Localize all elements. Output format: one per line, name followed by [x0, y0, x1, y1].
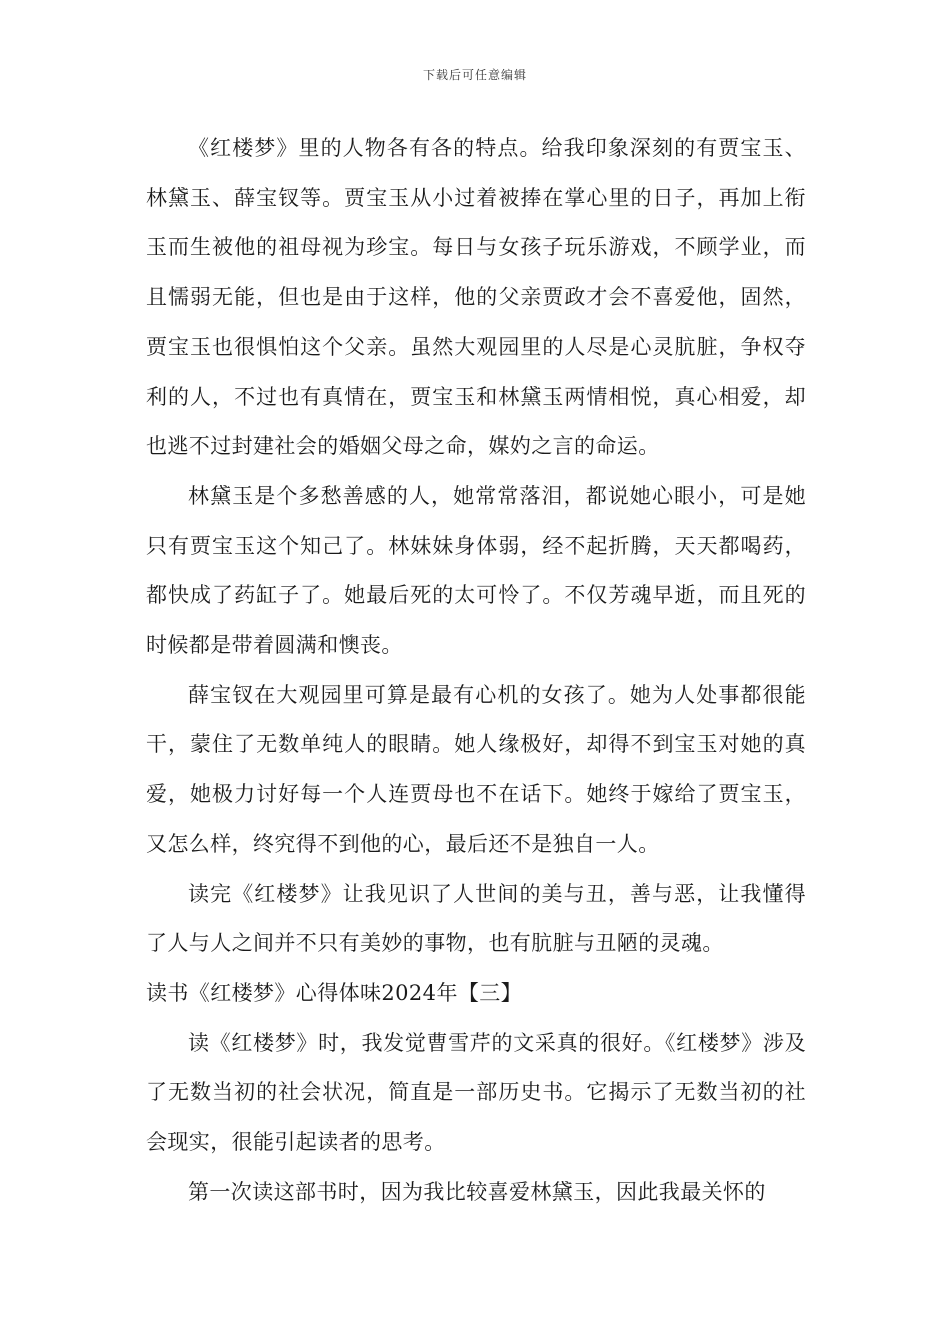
header-note: 下载后可任意编辑: [422, 68, 527, 82]
paragraph-lin-daiyu: 林黛玉是个多愁善感的人，她常常落泪，都说她心眼小，可是她只有贾宝玉这个知己了。林妹妹身体弱，经不起折腾，天天都喝药，都快成了药缸子了。她最后死的太可怜了。不仅芳魂早逝，而且死的时候都是带着圆满和懊丧。: [146, 483, 806, 658]
document-body: [146, 124, 806, 1217]
section-title: 读书《红楼梦》心得体味2024年【三】: [146, 980, 523, 1005]
paragraph-xue-baochai: 薛宝钗在大观园里可算是最有心机的女孩了。她为人处事都很能干，蒙住了无数单纯人的眼睛。她人缘极好，却得不到宝玉对她的真爱，她极力讨好每一个人连贾母也不在话下。她终于嫁给了贾宝玉，又怎么样，终究得不到他的心，最后还不是独自一人。: [146, 682, 806, 856]
paragraph-section-intro: 读《红楼梦》时，我发觉曹雪芹的文采真的很好。《红楼梦》涉及了无数当初的社会状况，简直是一部历史书。它揭示了无数当初的社会现实，很能引起读者的思考。: [146, 1030, 806, 1155]
paragraph-first-reading: 第一次读这部书时，因为我比较喜爱林黛玉，因此我最关怀的: [188, 1179, 766, 1204]
paragraph-characters-intro: 《红楼梦》里的人物各有各的特点。给我印象深刻的有贾宝玉、林黛玉、薛宝钗等。贾宝玉从小过着被捧在掌心里的日子，再加上衔玉而生被他的祖母视为珍宝。每日与女孩子玩乐游戏，不顾学业，而且懦弱无能，但也是由于这样，他的父亲贾政才会不喜爱他，固然，贾宝玉也很惧怕这个父亲。虽然大观园里的人尽是心灵肮脏，争权夺利的人，不过也有真情在，贾宝玉和林黛玉两情相悦，真心相爱，却也逃不过封建社会的婚姻父母之命，媒妁之言的命运。: [146, 136, 806, 459]
paragraph-conclusion: 读完《红楼梦》让我见识了人世间的美与丑，善与恶，让我懂得了人与人之间并不只有美妙的事物，也有肮脏与丑陋的灵魂。: [146, 881, 806, 956]
